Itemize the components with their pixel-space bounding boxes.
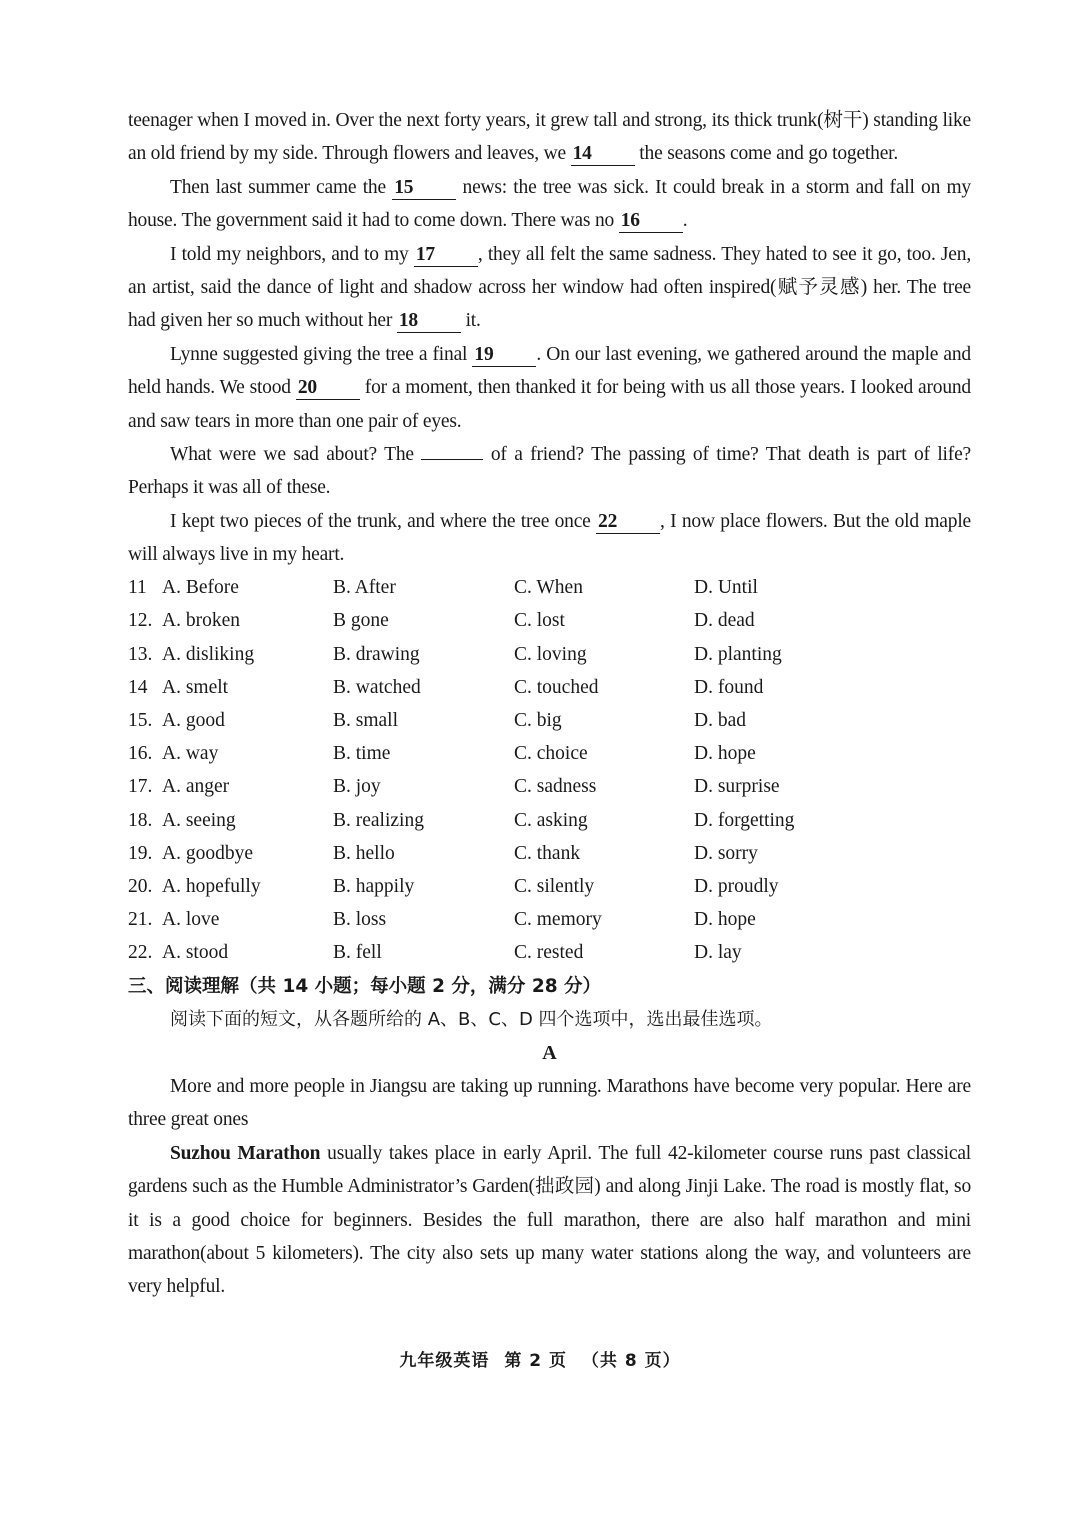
blank-20: 20 xyxy=(296,377,360,400)
question-number: 18. xyxy=(128,809,153,831)
passage-text: , I now place flowers. But the old maple will always live in my heart. xyxy=(128,510,971,566)
option-c: C. choice xyxy=(514,743,588,765)
option-d: D. surprise xyxy=(694,776,780,798)
question-number: 21. xyxy=(128,909,153,931)
option-b: B. loss xyxy=(333,909,387,931)
option-row xyxy=(128,738,971,771)
question-number: 19. xyxy=(128,842,153,864)
option-d: D. lay xyxy=(694,942,742,964)
footer-subject: 九年级英语 xyxy=(399,1351,490,1371)
question-number: 20. xyxy=(128,875,153,897)
option-b: B. hello xyxy=(333,842,395,864)
passage-text: it. xyxy=(465,310,481,332)
passage-paragraph-5 xyxy=(128,438,971,505)
option-c: C. asking xyxy=(514,809,588,831)
option-d: D. hope xyxy=(694,743,756,765)
option-a: A. seeing xyxy=(162,809,236,831)
option-b: B. joy xyxy=(333,776,381,798)
option-c: C. lost xyxy=(514,610,565,632)
option-row xyxy=(128,870,971,903)
option-a: A. hopefully xyxy=(162,875,261,897)
blank-18: 18 xyxy=(397,310,461,333)
paragraph-lead: Suzhou Marathon xyxy=(170,1142,321,1164)
question-number: 12. xyxy=(128,610,153,632)
passage-text: the seasons come and go together. xyxy=(639,143,899,165)
option-row xyxy=(128,704,971,737)
option-c: C. sadness xyxy=(514,776,597,798)
option-c: C. thank xyxy=(514,842,581,864)
option-c: C. touched xyxy=(514,676,599,698)
part-label: A xyxy=(542,1041,557,1064)
option-c: C. memory xyxy=(514,909,602,931)
passage-text: Then last summer came the xyxy=(170,176,386,198)
option-a: A. way xyxy=(162,743,219,765)
option-row xyxy=(128,671,971,704)
option-d: D. planting xyxy=(694,643,782,665)
blank-21 xyxy=(421,459,483,460)
option-d: D. forgetting xyxy=(694,809,795,831)
exam-page xyxy=(128,104,971,1304)
option-a: A. Before xyxy=(162,577,239,599)
question-number: 16. xyxy=(128,743,153,765)
blank-14: 14 xyxy=(571,143,635,166)
blank-16: 16 xyxy=(619,210,683,233)
option-a: A. disliking xyxy=(162,643,255,665)
blank-15: 15 xyxy=(392,177,456,200)
reading-paragraph-suzhou xyxy=(128,1137,971,1304)
question-number: 11 xyxy=(128,577,147,599)
option-d: D. found xyxy=(694,676,764,698)
blank-22: 22 xyxy=(596,511,660,534)
option-row xyxy=(128,605,971,638)
option-a: A. stood xyxy=(162,942,229,964)
option-d: D. proudly xyxy=(694,875,779,897)
option-b: B. After xyxy=(333,577,396,599)
passage-paragraph-1 xyxy=(128,104,971,171)
footer-page-number: 第 2 页 xyxy=(504,1351,567,1371)
passage-paragraph-4 xyxy=(128,338,971,438)
option-row xyxy=(128,804,971,837)
passage-text: teenager when I moved in. Over the next forty years, it grew tall and strong, its thick trunk(树干) standing like an old friend by my side. Through flowers and leaves, we xyxy=(128,110,971,165)
option-row xyxy=(128,771,971,804)
option-d: D. sorry xyxy=(694,842,758,864)
passage-paragraph-3 xyxy=(128,238,971,338)
question-number: 14 xyxy=(128,676,148,698)
option-b: B. realizing xyxy=(333,809,424,831)
option-a: A. smelt xyxy=(162,676,229,698)
footer-total-pages: （共 8 页） xyxy=(581,1351,681,1371)
option-b: B. happily xyxy=(333,875,415,897)
passage-paragraph-2 xyxy=(128,171,971,238)
options-list xyxy=(128,572,971,970)
passage-text: What were we sad about? The xyxy=(170,444,414,466)
section-heading: 三、阅读理解（共 14 小题；每小题 2 分，满分 28 分） xyxy=(128,975,602,997)
passage-text: . On our last evening, we gathered around the maple and held hands. We stood xyxy=(128,343,971,399)
passage-text: Lynne suggested giving the tree a final xyxy=(170,343,468,365)
option-d: D. Until xyxy=(694,577,758,599)
option-c: C. big xyxy=(514,710,562,732)
option-row xyxy=(128,837,971,870)
option-d: D. hope xyxy=(694,909,756,931)
option-a: A. goodbye xyxy=(162,842,253,864)
blank-17: 17 xyxy=(414,244,478,267)
section-instruction: 阅读下面的短文，从各题所给的 A、B、C、D 四个选项中，选出最佳选项。 xyxy=(170,1008,773,1030)
passage-text: I kept two pieces of the trunk, and where the tree once xyxy=(170,510,591,532)
option-a: A. love xyxy=(162,909,220,931)
question-number: 13. xyxy=(128,643,153,665)
option-c: C. When xyxy=(514,577,583,599)
option-d: D. dead xyxy=(694,610,755,632)
option-b: B. drawing xyxy=(333,643,420,665)
option-c: C. silently xyxy=(514,875,595,897)
blank-19: 19 xyxy=(472,344,536,367)
option-c: C. rested xyxy=(514,942,584,964)
reading-intro: More and more people in Jiangsu are taking up running. Marathons have become very popular. Here are three great ones xyxy=(128,1075,971,1131)
passage-text: , they all felt the same sadness. They hated to see it go, too. Jen, an artist, said the dance of light and shadow across her window had often inspired(赋予灵感) her. The tree had given her so much without her xyxy=(128,243,971,332)
option-b: B. watched xyxy=(333,676,421,698)
question-number: 22. xyxy=(128,942,153,964)
option-row xyxy=(128,638,971,671)
option-c: C. loving xyxy=(514,643,587,665)
passage-text: of a friend? The passing of time? That death is part of life? Perhaps it was all of these. xyxy=(128,444,971,499)
question-number: 15. xyxy=(128,710,153,732)
passage-text: I told my neighbors, and to my xyxy=(170,243,409,265)
passage-text: news: the tree was sick. It could break in a storm and fall on my house. The government said it had to come down. There was no xyxy=(128,176,971,232)
passage-text: . xyxy=(682,210,688,232)
passage-paragraph-6 xyxy=(128,505,971,572)
option-row xyxy=(128,904,971,937)
option-b: B. small xyxy=(333,710,399,732)
page-footer xyxy=(0,1346,1080,1371)
passage-text: for a moment, then thanked it for being with us all those years. I looked around and saw tears in more than one pair of eyes. xyxy=(128,377,971,432)
option-b: B. time xyxy=(333,743,391,765)
option-a: A. anger xyxy=(162,776,230,798)
option-row xyxy=(128,572,971,605)
option-b: B gone xyxy=(333,610,389,632)
option-a: A. good xyxy=(162,710,225,732)
passage-text: usually takes place in early April. The full 42-kilometer course runs past classical gardens such as the Humble Administrator’s Garden(拙政园) and along Jinji Lake. The road is mostly flat, so it is a good choice for beginners. Besides the full marathon, there are also half marathon and mini marathon(about 5 kilometers). The city also sets up many water stations along the way, and volunteers are very helpful. xyxy=(128,1142,971,1298)
question-number: 17. xyxy=(128,776,153,798)
option-row xyxy=(128,937,971,970)
option-b: B. fell xyxy=(333,942,382,964)
option-a: A. broken xyxy=(162,610,240,632)
option-d: D. bad xyxy=(694,710,746,732)
